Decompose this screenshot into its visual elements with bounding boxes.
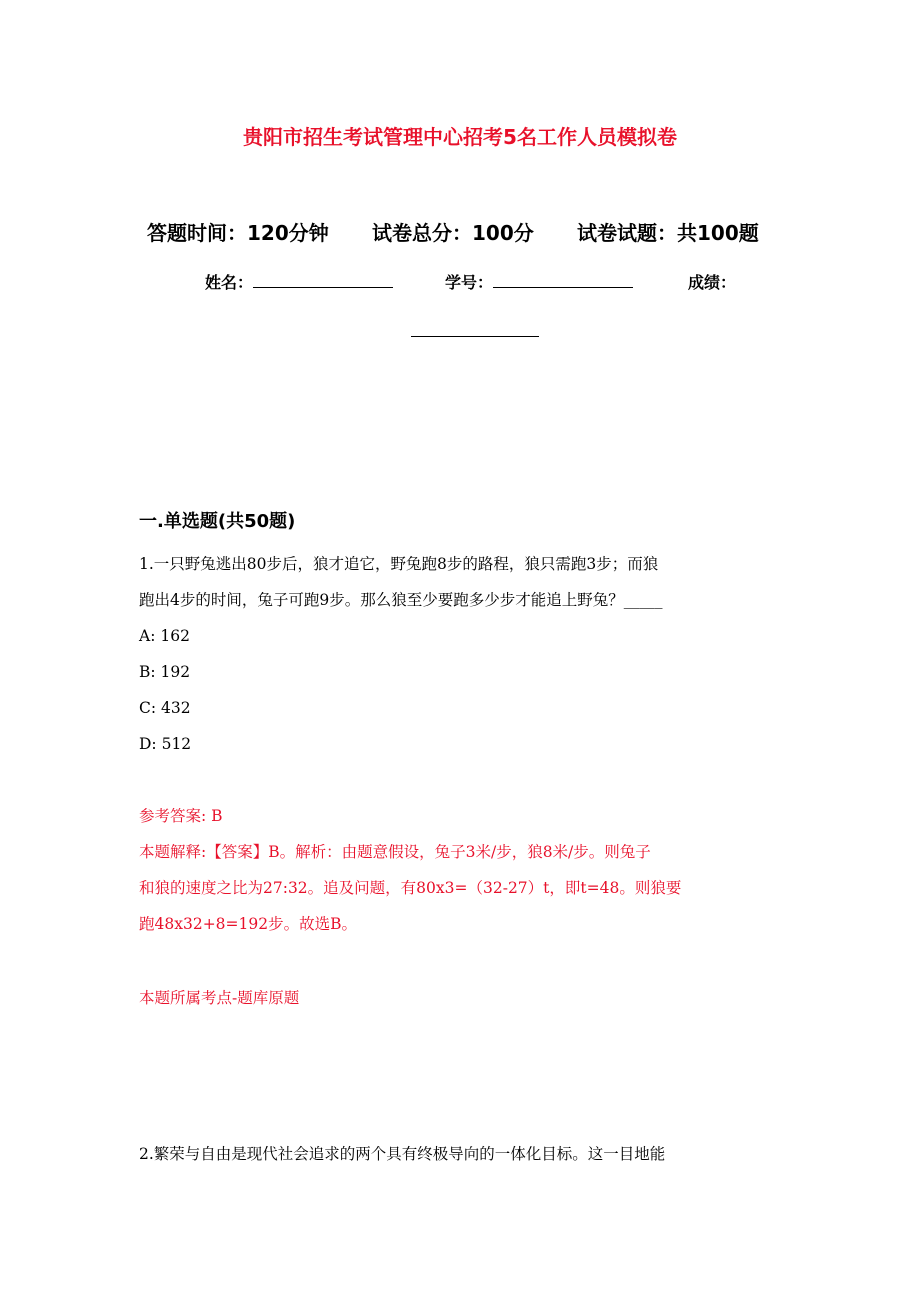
section-title: 一.单选题(共50题) bbox=[139, 511, 296, 532]
option-d: D: 512 bbox=[139, 735, 192, 753]
option-c: C: 432 bbox=[139, 699, 191, 717]
question-1-line-2: 跑出4步的时间，兔子可跑9步。那么狼至少要跑多少步才能追上野兔？_____ bbox=[139, 591, 663, 609]
explanation-line-2: 和狼的速度之比为27:32。追及问题，有80x3=（32-27）t，即t=48。则狼要 bbox=[139, 879, 682, 897]
name-label: 姓名： bbox=[205, 273, 254, 292]
time-label: 答题时间：120分钟 bbox=[147, 221, 329, 245]
explanation-line-1: 本题解释:【答案】B。解析：由题意假设，兔子3米/步，狼8米/步。则兔子 bbox=[139, 843, 651, 861]
option-b: B: 192 bbox=[139, 663, 191, 681]
question-1-line-1: 1.一只野兔逃出80步后，狼才追它，野兔跑8步的路程，狼只需跑3步；而狼 bbox=[139, 555, 659, 573]
question-2-line-1: 2.繁荣与自由是现代社会追求的两个具有终极导向的一体化目标。这一目地能 bbox=[139, 1145, 666, 1163]
score-field bbox=[688, 270, 736, 296]
student-id-field bbox=[445, 270, 633, 296]
score-blank[interactable] bbox=[411, 336, 539, 337]
question-source: 本题所属考点-题库原题 bbox=[139, 989, 300, 1007]
option-a: A: 162 bbox=[139, 627, 190, 645]
name-field bbox=[205, 270, 393, 296]
exam-title: 贵阳市招生考试管理中心招考5名工作人员模拟卷 bbox=[243, 125, 677, 149]
student-id-label: 学号： bbox=[445, 273, 494, 292]
explanation-line-3: 跑48x32+8=192步。故选B。 bbox=[139, 915, 357, 933]
reference-answer: 参考答案: B bbox=[139, 807, 223, 825]
score-label: 成绩： bbox=[688, 273, 737, 292]
question-count-label: 试卷试题：共100题 bbox=[577, 221, 759, 245]
total-score-label: 试卷总分：100分 bbox=[372, 221, 534, 245]
name-blank[interactable] bbox=[253, 286, 393, 288]
student-id-blank[interactable] bbox=[493, 286, 633, 288]
